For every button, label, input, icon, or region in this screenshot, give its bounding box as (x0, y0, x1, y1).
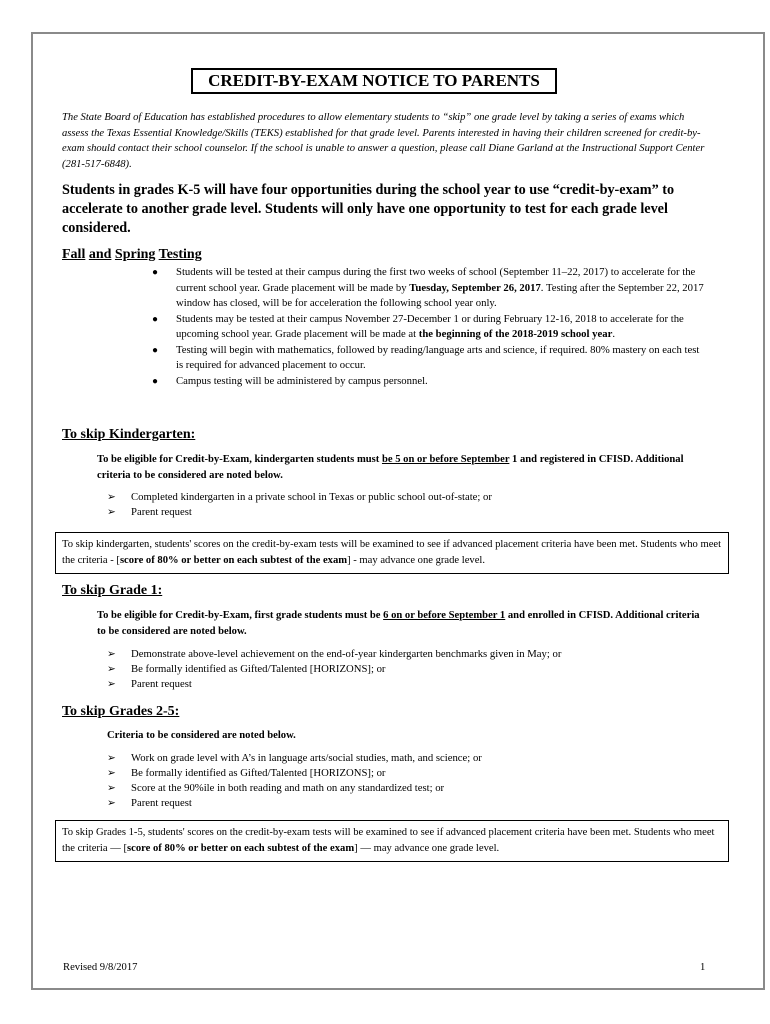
bullet-text: . Testing after the September 22, 2017 window has closed, will be for acceleration the following school year only. (176, 281, 704, 309)
grade1-criteria-list (107, 647, 707, 692)
kindergarten-criteria-list (107, 490, 707, 520)
arrow-bullet-icon: ➢ (107, 797, 116, 809)
bullet-text: . (612, 328, 615, 340)
heading-word-and: and (88, 247, 112, 262)
list-item (107, 490, 707, 505)
list-item (148, 343, 708, 374)
grades25-criteria-list (107, 751, 707, 811)
criteria-text: Be formally identified as Gifted/Talented [HORIZONS]; or (131, 663, 386, 675)
heading-word-fall: Fall (62, 247, 86, 262)
bullet-text: Students may be tested at their campus November 27-December 1 or during February 12-16, 2018 to accelerate for the upcoming school year. Grade placement will be made at (176, 312, 684, 340)
bullet-dot-icon: ● (152, 344, 159, 356)
arrow-bullet-icon: ➢ (107, 491, 116, 503)
list-item (107, 505, 707, 520)
bullet-bold: Tuesday, September 26, 2017 (409, 281, 541, 294)
list-item (107, 677, 707, 692)
criteria-text: Work on grade level with A’s in language arts/social studies, math, and science; or (131, 752, 482, 764)
heading-word-testing: Testing (158, 247, 202, 262)
criteria-text: Score at the 90%ile in both reading and math on any standardized test; or (131, 782, 445, 794)
list-item (148, 374, 708, 390)
bullet-text: Campus testing will be administered by campus personnel. (176, 374, 428, 387)
page-title: CREDIT-BY-EXAM NOTICE TO PARENTS (191, 68, 557, 94)
criteria-text: Parent request (131, 797, 192, 809)
grades25-heading-text: To skip Grades 2-5: (62, 704, 180, 719)
grade1-heading (62, 582, 162, 600)
eligibility-underline: be 5 on or before September (381, 454, 510, 465)
grades25-criteria-intro: Criteria to be considered are noted below. (107, 730, 296, 741)
list-item (107, 766, 707, 781)
eligibility-text: To be eligible for Credit-by-Exam, kindergarten students must (97, 454, 382, 465)
arrow-bullet-icon: ➢ (107, 767, 116, 779)
list-item (148, 265, 708, 312)
bullet-bold: the beginning of the 2018-2019 school year (418, 328, 613, 340)
arrow-bullet-icon: ➢ (107, 782, 116, 794)
criteria-text: Be formally identified as Gifted/Talented [HORIZONS]; or (131, 767, 386, 779)
criteria-text: Completed kindergarten in a private school in Texas or public school out-of-state; or (131, 491, 492, 503)
criteria-text: Parent request (131, 506, 192, 518)
list-item (107, 781, 707, 796)
arrow-bullet-icon: ➢ (107, 648, 116, 660)
list-item (148, 312, 708, 343)
grade1-eligibility (97, 608, 709, 639)
testing-bullet-list (148, 265, 708, 389)
kindergarten-eligibility (97, 452, 709, 483)
grades-note-box (55, 820, 729, 862)
note-text: ] — may advance one grade level. (354, 843, 500, 854)
grade1-heading-text: To skip Grade 1: (62, 583, 163, 598)
kindergarten-heading (62, 426, 195, 444)
eligibility-text: To be eligible for Credit-by-Exam, first grade students must be (97, 610, 384, 621)
note-bold: score of 80% or better on each subtest of the exam (127, 843, 355, 854)
kindergarten-note-box (55, 532, 729, 574)
criteria-text: Demonstrate above-level achievement on the end-of-year kindergarten benchmarks given in May; or (131, 648, 562, 660)
arrow-bullet-icon: ➢ (107, 752, 116, 764)
bullet-text: Students will be tested at their campus during the first two weeks of school (September 11–22, 2017) to accelerate for the current school year. Grade placement will be made by (176, 266, 696, 294)
eligibility-text: 1 and registered in CFISD. Additional criteria to be considered are noted below. (97, 454, 684, 481)
bullet-dot-icon: ● (152, 375, 159, 387)
eligibility-underline: 6 on or before September 1 (383, 610, 506, 621)
bullet-dot-icon: ● (152, 267, 159, 278)
note-text: To skip Grades 1-5, students' scores on the credit-by-exam tests will be examined to see if advanced placement criteria have been met. Students who meet the criteria — [ (62, 827, 715, 854)
revised-date: Revised 9/8/2017 (63, 962, 138, 973)
kindergarten-heading-text: To skip Kindergarten: (62, 427, 196, 442)
note-text: To skip kindergarten, students' scores on the credit-by-exam tests will be examined to see if advanced placement criteria have been met. Students who meet the criteria - [ (62, 539, 722, 566)
arrow-bullet-icon: ➢ (107, 678, 116, 690)
grades25-heading (62, 703, 179, 721)
criteria-text: Parent request (131, 678, 192, 690)
intro-paragraph: The State Board of Education has established procedures to allow elementary students to “skip” one grade level by taking a series of exams which assess the Texas Essential Knowledge/Skills (TEKS) established for that grade level. Parents interested in having their children screened for credit-by-exam should contact their school counselor. If the school is unable to answer a question, please call Diane Garland at the Instructional Support Center (281-517-6848). (62, 112, 705, 170)
bullet-text: Testing will begin with mathematics, followed by reading/language arts and science, if required. 80% mastery on each test is required for advanced placement to occur. (176, 343, 700, 371)
fall-spring-heading (62, 246, 202, 264)
lead-paragraph: Students in grades K-5 will have four opportunities during the school year to use “credit-by-exam” to accelerate to another grade level. Students will only have one opportunity to test for each grade level considered. (62, 182, 675, 236)
note-bold: score of 80% or better on each subtest of the exam (119, 555, 348, 566)
bullet-dot-icon: ● (152, 313, 159, 325)
arrow-bullet-icon: ➢ (107, 506, 116, 518)
list-item (107, 662, 707, 677)
list-item (107, 751, 707, 766)
eligibility-text: and enrolled in CFISD. Additional criteria to be considered are noted below. (97, 610, 700, 637)
list-item (107, 647, 707, 662)
heading-word-spring: Spring (114, 247, 156, 262)
list-item (107, 796, 707, 811)
note-text: ] - may advance one grade level. (347, 555, 486, 566)
arrow-bullet-icon: ➢ (107, 663, 116, 675)
page-number: 1 (700, 962, 706, 973)
